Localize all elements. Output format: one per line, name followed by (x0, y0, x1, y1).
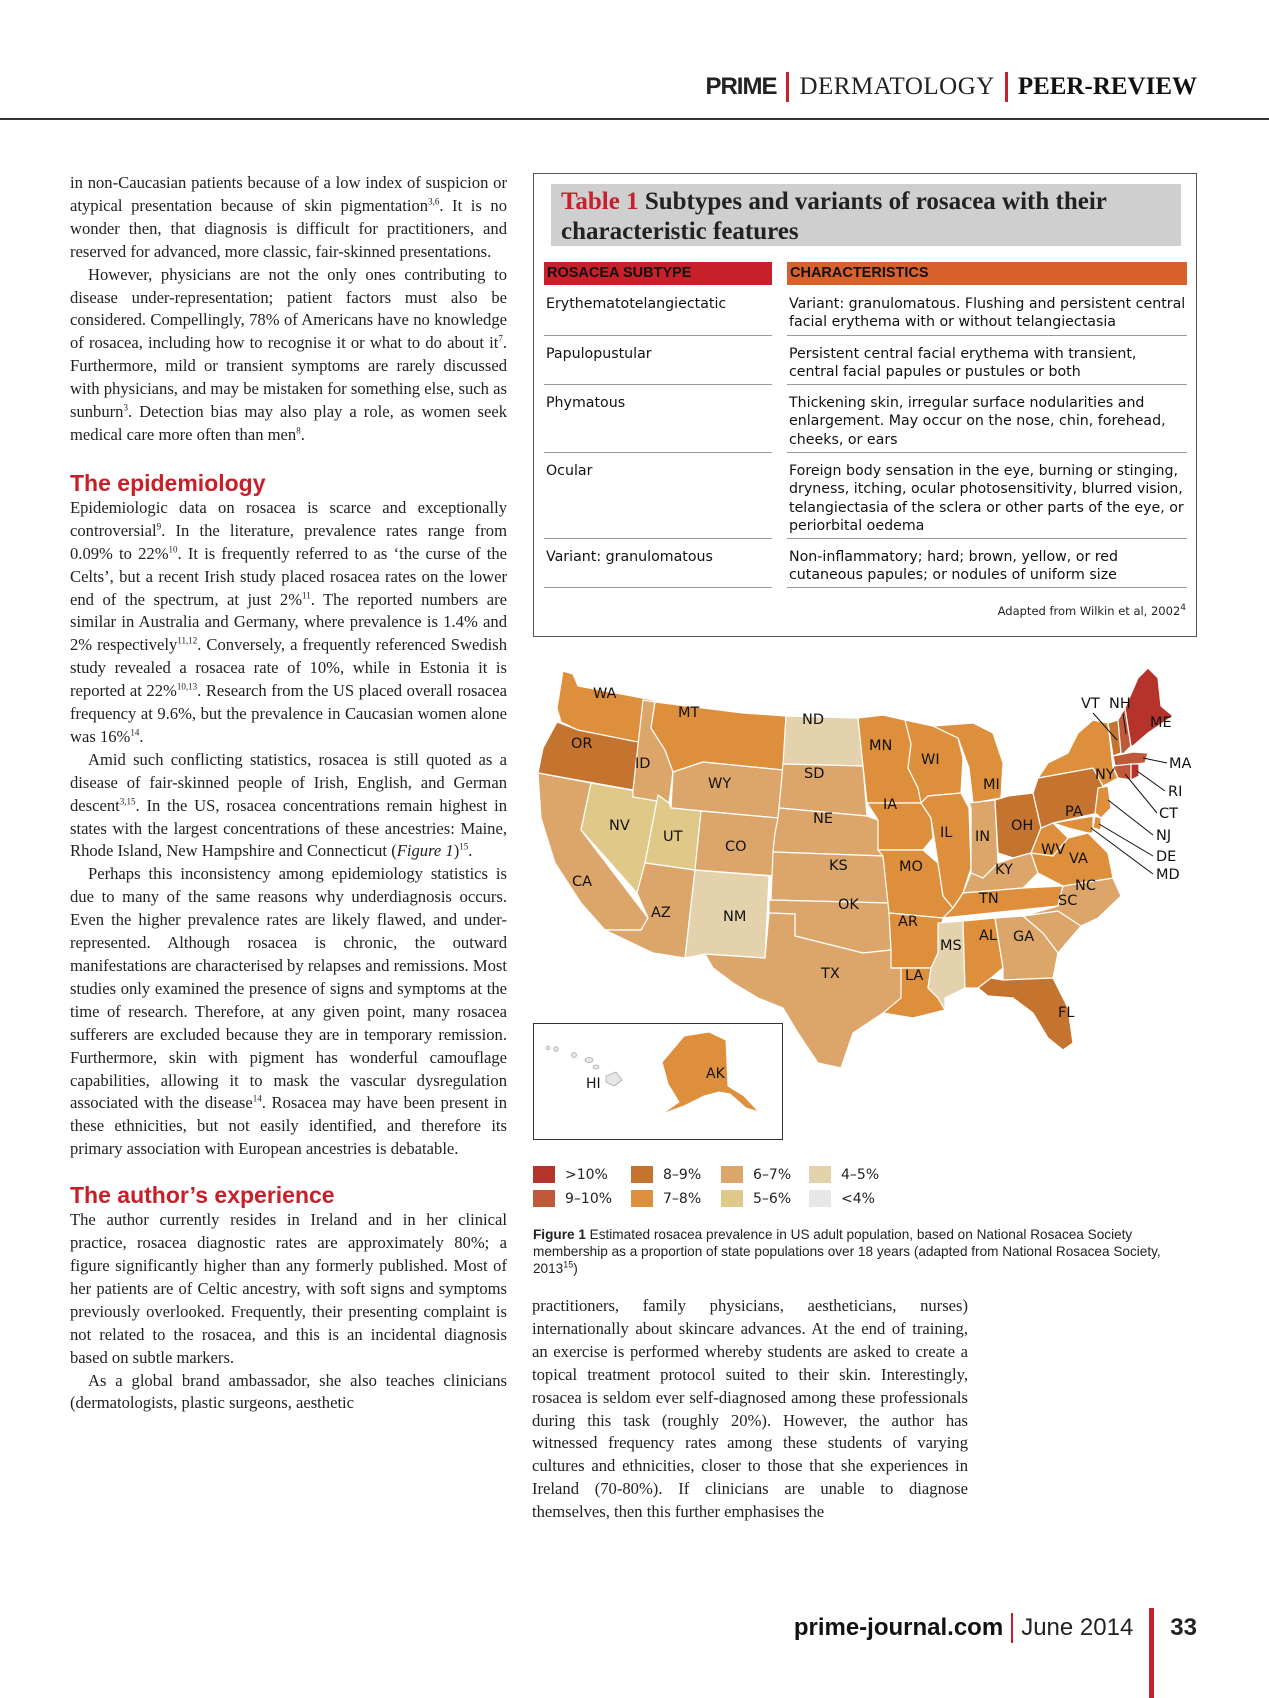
row-divider (544, 335, 772, 336)
row-divider (787, 384, 1187, 385)
brand-logo: PRIME (705, 73, 777, 100)
label-NV: NV (609, 818, 630, 834)
table-cell-subtype: Erythematotelangiectatic (546, 296, 727, 312)
footer-divider (1011, 1613, 1013, 1643)
label-NM: NM (723, 909, 747, 925)
header-divider (1005, 72, 1008, 102)
label-MN: MN (869, 738, 893, 754)
label-SD: SD (804, 766, 825, 782)
label-AL: AL (979, 928, 997, 944)
paragraph: Perhaps this inconsistency among epidemiology statistics is due to many of the same reasons why underdiagnosis occurs. Even the higher prevalence rates are likely flawed, and under-represented. Although rosacea is chronic, the outward manifestations are characterised by relapses and remissions. Most studies only examined the presence of signs and symptoms at the time of research. Therefore, at any given point, many rosacea sufferers are excluded because they are in temporary remission. Furthermore, skin with pigment has wonderful camouflage capabilities, allowing it to mask the vascular dysregulation associated with the disease$^{14}$. Rosacea may have been present in these ethnicities, but not easily identified, and therefore its primary association with European ancestries is debatable. (70, 864, 507, 1159)
label-AK: AK (706, 1066, 725, 1082)
label-OH: OH (1011, 818, 1034, 834)
label-ND: ND (802, 712, 825, 728)
table-cell-characteristics: Persistent central facial erythema with transient, central facial papules or pustules or both (789, 346, 1137, 381)
paragraph: The author currently resides in Ireland and in her clinical practice, rosacea diagnostic rates are approximately 80%; a figure significantly higher than any formerly published. Most of her patients are of Celtic ancestry, with soft signs and symptoms previously overlooked. Frequently, their presenting complaint is not related to the rosacea, and this is an incidental diagnosis based on subtle markers. (70, 1210, 507, 1367)
row-divider (787, 587, 1187, 588)
legend-item: 9–10% (533, 1190, 612, 1207)
label-CO: CO (725, 839, 747, 855)
label-MA: MA (1169, 756, 1192, 772)
label-NC: NC (1075, 878, 1096, 894)
label-WA: WA (593, 686, 617, 702)
legend-item: 8–9% (631, 1166, 701, 1183)
legend-item: <4% (809, 1190, 875, 1207)
label-KY: KY (995, 862, 1013, 878)
issue-date: June 2014 (1021, 1614, 1134, 1641)
label-RI: RI (1168, 784, 1183, 800)
label-NE: NE (813, 811, 834, 827)
section-name: DERMATOLOGY (799, 73, 995, 100)
label-OK: OK (838, 897, 859, 913)
label-TX: TX (821, 966, 840, 982)
label-HI: HI (586, 1076, 601, 1092)
legend-item: 5–6% (721, 1190, 791, 1207)
map-legend (533, 1166, 893, 1214)
row-divider (787, 335, 1187, 336)
label-AR: AR (898, 914, 918, 930)
label-CT: CT (1159, 806, 1178, 822)
state-MT (651, 702, 786, 772)
table-cell-subtype: Ocular (546, 463, 593, 479)
footer-bar (1149, 1608, 1154, 1698)
label-MS: MS (940, 938, 962, 954)
legend-item: >10% (533, 1166, 608, 1183)
page-number: 33 (1170, 1614, 1197, 1641)
table-cell-subtype: Phymatous (546, 395, 626, 411)
table-cell-characteristics: Foreign body sensation in the eye, burning or stinging, dryness, itching, ocular photosensitivity, blurred vision, telangiectasia of the sclera or other parts of the eye, or periorbital oedema (789, 463, 1184, 534)
label-UT: UT (663, 829, 683, 845)
state-DE (1093, 816, 1101, 830)
table-cell-characteristics: Non-inflammatory; hard; brown, yellow, or red cutaneous papules; or nodules of uniform size (789, 549, 1119, 584)
label-KS: KS (829, 858, 848, 874)
right-column-text (532, 1295, 968, 1524)
label-TN: TN (979, 891, 999, 907)
column-header-subtype: ROSACEA SUBTYPE (544, 262, 772, 285)
legend-item: 6–7% (721, 1166, 791, 1183)
paragraph: However, physicians are not the only ones contributing to disease under-representation; patient factors must also be considered. Compellingly, 78% of Americans have no knowledge of rosacea, including how to recognise it or what to do about $it^7$. Furthermore, mild or transient symptoms are rarely discussed with physicians, and may be mistaken for something else, such as sunburn$^3$. Detection bias may also play a role, as women seek medical care more often than men$^8$. (70, 264, 507, 444)
label-WV: WV (1041, 842, 1066, 858)
label-MT: MT (678, 705, 700, 721)
row-divider (787, 538, 1187, 539)
table-cell-characteristics: Thickening skin, irregular surface nodularities and enlargement. May occur on the nose, chin, forehead, cheeks, or ears (789, 395, 1166, 448)
label-NJ: NJ (1156, 828, 1172, 844)
table-cell-subtype: Variant: granulomatous (546, 549, 713, 565)
label-AZ: AZ (651, 905, 671, 921)
page-header (0, 0, 1269, 120)
label-SC: SC (1058, 893, 1078, 909)
state-ME (1125, 668, 1173, 746)
table-cell-subtype: Papulopustular (546, 346, 652, 362)
legend-item: 7–8% (631, 1190, 701, 1207)
table-cell-characteristics: Variant: granulomatous. Flushing and persistent central facial erythema with or without telangiectasia (789, 296, 1186, 331)
label-ME: ME (1150, 715, 1172, 731)
label-GA: GA (1013, 929, 1035, 945)
legend-item: 4–5% (809, 1166, 879, 1183)
journal-website: prime-journal.com (793, 1614, 1004, 1641)
map-inset-hi-ak (533, 1023, 783, 1140)
label-MD: MD (1156, 867, 1180, 883)
header-divider (786, 72, 789, 102)
paragraph: Amid such conflicting statistics, rosacea is still quoted as a disease of fair-skinned people of Irish, English, and German descent$^{3,15}$. In the US, rosacea concentrations remain highest in states with the largest concentrations of these ancestries: Maine, Rhode Island, New Hampshire and Connecticut (Figure 1)$^{15}$. (70, 749, 507, 861)
row-divider (787, 452, 1187, 453)
paragraph: As a global brand ambassador, she also teaches clinicians (dermatologists, plastic surgeons, aesthetic (70, 1370, 507, 1413)
figure-caption: Figure 1 Estimated rosacea prevalence in US adult population, based on National Rosacea Society membership as a proportion of state populations over 18 years (adapted from National Rosacea Society, 2013$^{15}$) (533, 1227, 1161, 1276)
label-IA: IA (883, 797, 898, 813)
left-column (70, 172, 507, 1415)
label-IN: IN (975, 829, 991, 845)
row-divider (544, 452, 772, 453)
label-LA: LA (905, 968, 924, 984)
label-PA: PA (1065, 804, 1083, 820)
label-VT: VT (1081, 696, 1100, 712)
label-IL: IL (940, 825, 953, 841)
paragraph: practitioners, family physicians, aestheticians, nurses) internationally about skincare advances. At the end of training, an exercise is performed whereby students are asked to create a topical treatment protocol suited to their skin. Interestingly, rosacea is seldom ever self-diagnosed among these professionals during this task (roughly 20%). However, the author has witnessed frequency rates among these students of varying cultures and ethnicities, closer to those that she experiences in Ireland (70-80%). If clinicians are unable to diagnose themselves, then this further emphasises the (532, 1296, 968, 1522)
table-title: Table 1 Subtypes and variants of rosacea with their characteristic features (551, 184, 1181, 246)
label-NH: NH (1109, 696, 1131, 712)
label-CA: CA (572, 874, 593, 890)
label-WY: WY (708, 776, 732, 792)
article-type: PEER-REVIEW (1017, 73, 1197, 100)
page-footer (794, 1583, 1197, 1673)
table-source: Adapted from Wilkin et al, 2002$^4$ (997, 603, 1186, 618)
section-heading: The epidemiology (70, 469, 266, 496)
label-DE: DE (1156, 849, 1177, 865)
label-FL: FL (1058, 1005, 1075, 1021)
label-OR: OR (571, 736, 593, 752)
state-NJ (1095, 786, 1111, 818)
column-header-characteristics: CHARACTERISTICS (787, 262, 1187, 285)
state-HI (546, 1046, 622, 1086)
label-NY: NY (1095, 767, 1115, 783)
table-1 (533, 173, 1197, 637)
label-ID: ID (635, 756, 651, 772)
paragraph: Epidemiologic data on rosacea is scarce and exceptionally controversial$^9$. In the literature, prevalence rates range from 0.09% to 22%$^{10}$. It is frequently referred to as ‘the curse of the Celts’, but a recent Irish study placed rosacea rates on the lower end of the spectrum, at just 2%$^{11}$. The reported numbers are similar in Australia and Germany, where prevalence is 1.4% and 2% respectively$^{11,12}$. Conversely, a frequently referenced Swedish study revealed a rosacea rate of 10%, while in Estonia it is reported at 22%$^{10,13}$. Research from the US placed overall rosacea frequency at 9.6%, but the prevalence in Caucasian women alone was 16%$^{14}$. (70, 497, 508, 746)
label-VA: VA (1069, 851, 1088, 867)
label-MO: MO (899, 859, 923, 875)
section-heading: The author’s experience (70, 1182, 335, 1209)
header-rule (0, 118, 1269, 120)
row-divider (544, 587, 772, 588)
row-divider (544, 538, 772, 539)
row-divider (544, 384, 772, 385)
label-WI: WI (921, 752, 940, 768)
paragraph: in non-Caucasian patients because of a low index of suspicion or atypical presentation because of skin pigmentation$^{3,6}$. It is no wonder then, that diagnosis is difficult for practitioners, and reserved for advanced, more classic, fair-skinned presentations. (70, 173, 507, 261)
label-MI: MI (983, 777, 1000, 793)
